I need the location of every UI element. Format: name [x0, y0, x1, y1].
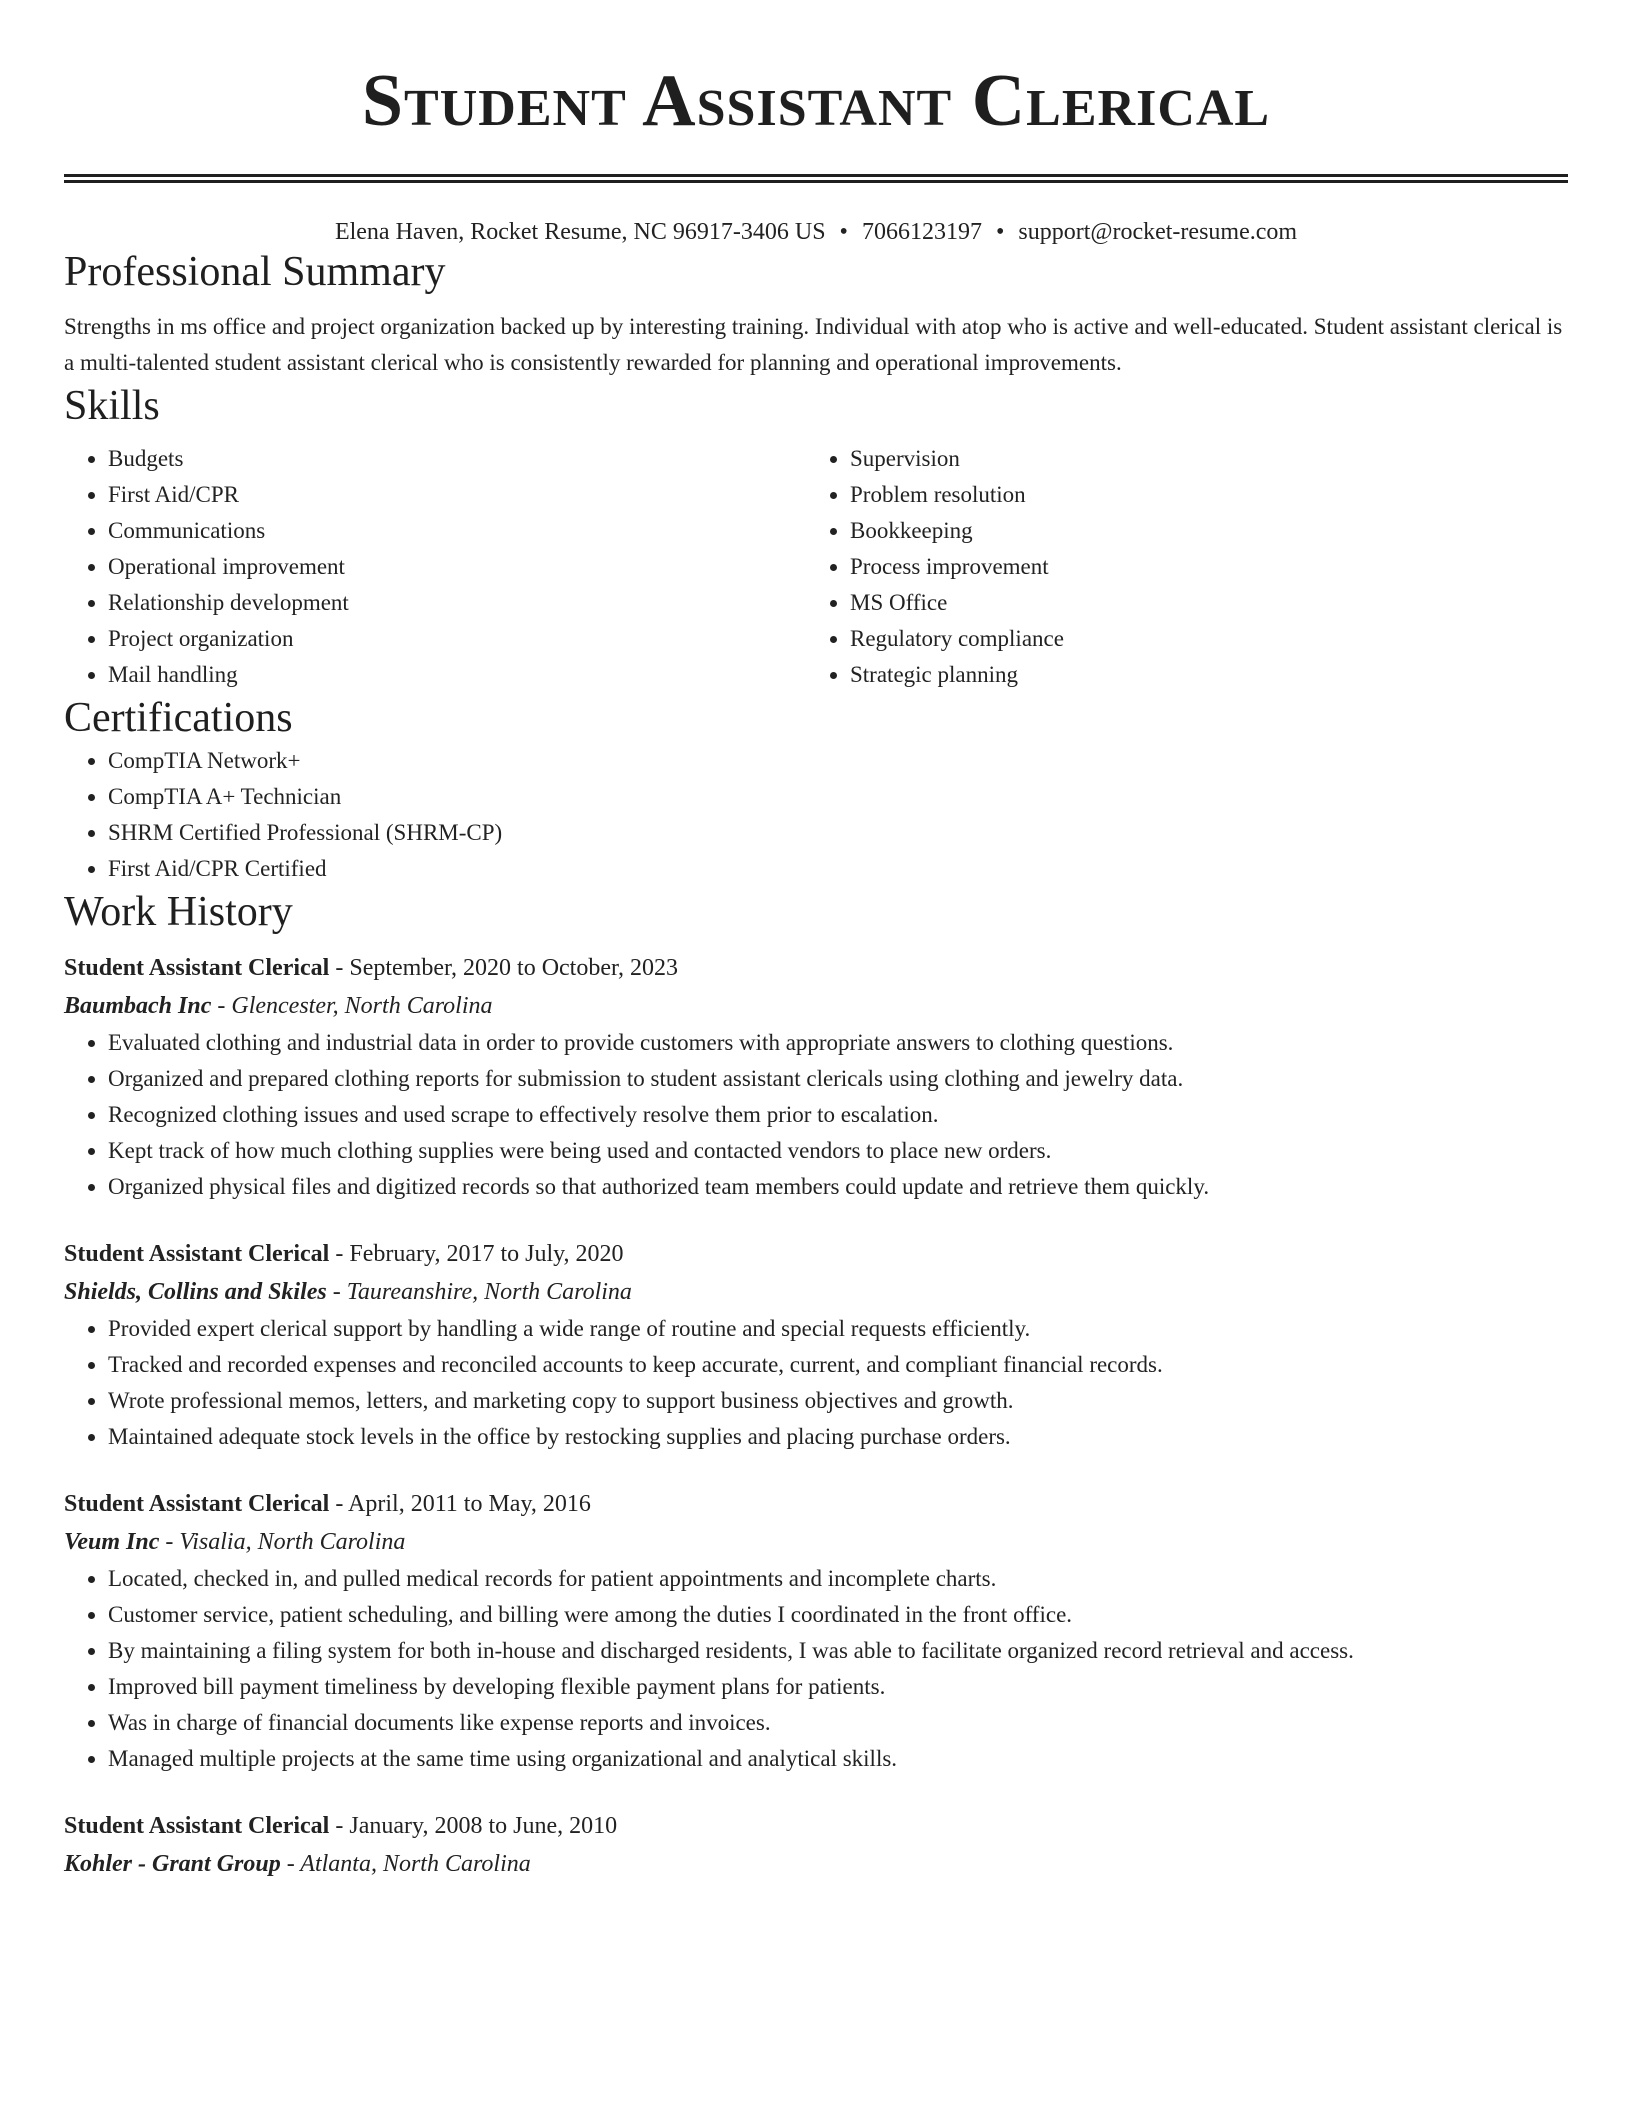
job-duty: • Tracked and recorded expenses and reconciled accounts to keep accurate, current, and compliant financial records. — [108, 1347, 1568, 1383]
job-employer — [64, 1523, 1568, 1561]
job-duty: • Organized and prepared clothing reports for submission to student assistant clericals using clothing and jewelry data. — [108, 1061, 1568, 1097]
job-duty: • Evaluated clothing and industrial data in order to provide customers with appropriate answers to clothing questions. — [108, 1025, 1568, 1061]
job-duty: • Located, checked in, and pulled medical records for patient appointments and incomplete charts. — [108, 1561, 1568, 1597]
job-duties-list — [64, 1025, 1568, 1205]
job-dates: January, 2008 to June, 2010 — [349, 1813, 618, 1839]
skill-item: • Operational improvement — [108, 549, 806, 585]
job-dash: - — [329, 1813, 350, 1839]
contact-line — [64, 217, 1568, 247]
job-duties-list — [64, 1561, 1568, 1777]
skill-item: • Mail handling — [108, 657, 806, 693]
skill-item: • First Aid/CPR — [108, 477, 806, 513]
job-duty: • Organized physical files and digitized records so that authorized team members could update and retrieve them quickly. — [108, 1169, 1568, 1205]
job-location: Visalia, North Carolina — [179, 1529, 406, 1555]
job-duty: • Improved bill payment timeliness by developing flexible payment plans for patients. — [108, 1669, 1568, 1705]
summary-heading: Professional Summary — [64, 249, 446, 295]
job-company: Shields, Collins and Skiles — [64, 1279, 327, 1305]
job-duty: • Was in charge of financial documents like expense reports and invoices. — [108, 1705, 1568, 1741]
job-dates: September, 2020 to October, 2023 — [349, 955, 679, 981]
work-history-heading: Work History — [64, 889, 293, 935]
contact-separator: • — [995, 219, 1005, 245]
job-dash: - — [329, 955, 350, 981]
job-dash: - — [329, 1241, 350, 1267]
job-dash: - — [211, 993, 232, 1019]
job-entry — [64, 949, 1568, 1205]
skill-item: • Strategic planning — [850, 657, 1548, 693]
contact-phone: 7066123197 — [861, 219, 982, 245]
job-dates: April, 2011 to May, 2016 — [348, 1491, 591, 1517]
job-header — [64, 1485, 1568, 1523]
job-duty: • Managed multiple projects at the same time using organizational and analytical skills. — [108, 1741, 1568, 1777]
contact-email: support@rocket-resume.com — [1018, 219, 1298, 245]
certification-item: • CompTIA Network+ — [108, 743, 1568, 779]
job-role: Student Assistant Clerical — [64, 955, 330, 981]
job-duty: • By maintaining a filing system for both in-house and discharged residents, I was able to facilitate organized record retrieval and access. — [108, 1633, 1568, 1669]
skill-item: • Supervision — [850, 441, 1548, 477]
job-role: Student Assistant Clerical — [64, 1813, 330, 1839]
job-dash: - — [326, 1279, 347, 1305]
summary-text: Strengths in ms office and project organization backed up by interesting training. Individual with atop who is active and well-educated. Student assistant clerical is a multi-talented student assistant clerical who is consistently rewarded for planning and operational improvements. — [64, 314, 1563, 375]
job-dash: - — [280, 1851, 301, 1877]
contact-address: Elena Haven, Rocket Resume, NC 96917-3406 US — [334, 219, 826, 245]
skills-list-right — [806, 441, 1548, 693]
skill-item: • Bookkeeping — [850, 513, 1548, 549]
certification-item: • SHRM Certified Professional (SHRM-CP) — [108, 815, 1568, 851]
job-role: Student Assistant Clerical — [64, 1491, 330, 1517]
skill-item: • Project organization — [108, 621, 806, 657]
contact-separator: • — [839, 219, 848, 245]
skills-column-right — [806, 441, 1548, 693]
job-duty: • Maintained adequate stock levels in the office by restocking supplies and placing purchase orders. — [108, 1419, 1568, 1455]
skill-item: • MS Office — [850, 585, 1548, 621]
job-dates: February, 2017 to July, 2020 — [349, 1241, 624, 1267]
job-duties-list — [64, 1311, 1568, 1455]
job-company: Baumbach Inc — [64, 993, 212, 1019]
job-duty: • Wrote professional memos, letters, and marketing copy to support business objectives and growth. — [108, 1383, 1568, 1419]
job-company: Kohler - Grant Group — [64, 1851, 281, 1877]
certifications-heading: Certifications — [64, 695, 293, 741]
job-header — [64, 1807, 1568, 1845]
skill-item: • Budgets — [108, 441, 806, 477]
skills-grid — [64, 441, 1568, 693]
skill-item: • Relationship development — [108, 585, 806, 621]
job-role: Student Assistant Clerical — [64, 1241, 330, 1267]
certification-item: • First Aid/CPR Certified — [108, 851, 1568, 887]
skill-item: • Process improvement — [850, 549, 1548, 585]
job-dash: - — [329, 1491, 349, 1517]
job-duty: • Customer service, patient scheduling, and billing were among the duties I coordinated in the front office. — [108, 1597, 1568, 1633]
job-entry — [64, 1235, 1568, 1455]
skill-item: • Communications — [108, 513, 806, 549]
job-duty: • Recognized clothing issues and used scrape to effectively resolve them prior to escalation. — [108, 1097, 1568, 1133]
job-employer — [64, 1273, 1568, 1311]
job-employer — [64, 1845, 1568, 1883]
skill-item: • Regulatory compliance — [850, 621, 1548, 657]
job-header — [64, 949, 1568, 987]
job-employer — [64, 987, 1568, 1025]
job-location: Taureanshire, North Carolina — [346, 1279, 632, 1305]
certification-item: • CompTIA A+ Technician — [108, 779, 1568, 815]
page-title: Student Assistant Clerical — [361, 60, 1271, 142]
skills-list-left — [64, 441, 806, 693]
skills-heading: Skills — [64, 383, 160, 429]
job-duty: • Kept track of how much clothing supplies were being used and contacted vendors to place new orders. — [108, 1133, 1568, 1169]
job-location: Atlanta, North Carolina — [300, 1851, 531, 1877]
skills-column-left — [64, 441, 806, 693]
job-dash: - — [159, 1529, 180, 1555]
job-entry — [64, 1485, 1568, 1777]
certifications-list — [64, 743, 1568, 887]
job-entry — [64, 1807, 1568, 1883]
job-company: Veum Inc — [64, 1529, 160, 1555]
job-duty: • Provided expert clerical support by handling a wide range of routine and special requests efficiently. — [108, 1311, 1568, 1347]
job-header — [64, 1235, 1568, 1273]
skill-item: • Problem resolution — [850, 477, 1548, 513]
job-location: Glencester, North Carolina — [231, 993, 493, 1019]
title-divider — [64, 174, 1568, 183]
